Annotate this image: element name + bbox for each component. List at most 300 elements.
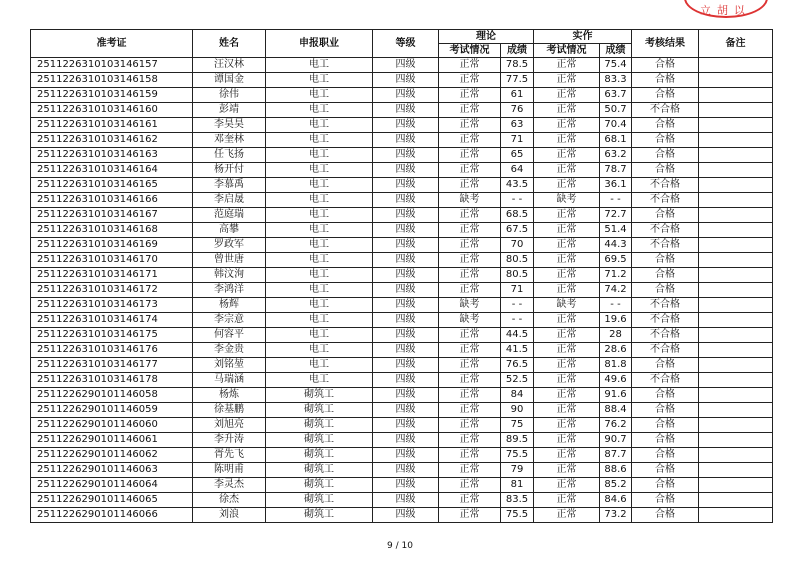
table-row xyxy=(31,148,773,163)
cell-theory-score: 41.5 xyxy=(501,343,534,358)
table-row xyxy=(31,283,773,298)
cell-occupation: 电工 xyxy=(266,328,373,343)
cell-remark xyxy=(699,313,773,328)
cell-practice-score: 51.4 xyxy=(600,223,632,238)
cell-remark xyxy=(699,388,773,403)
cell-level: 四级 xyxy=(373,133,439,148)
cell-theory-status: 缺考 xyxy=(439,298,501,313)
cell-practice-status: 正常 xyxy=(534,163,600,178)
cell-name: 李金贵 xyxy=(193,343,266,358)
cell-practice-score: 73.2 xyxy=(600,508,632,523)
cell-theory-score: - - xyxy=(501,298,534,313)
cell-theory-score: 84 xyxy=(501,388,534,403)
cell-practice-status: 正常 xyxy=(534,388,600,403)
cell-practice-status: 正常 xyxy=(534,373,600,388)
cell-theory-status: 正常 xyxy=(439,463,501,478)
cell-occupation: 电工 xyxy=(266,88,373,103)
cell-practice-score: 70.4 xyxy=(600,118,632,133)
cell-theory-status: 正常 xyxy=(439,343,501,358)
cell-theory-status: 正常 xyxy=(439,253,501,268)
cell-occupation: 电工 xyxy=(266,268,373,283)
table-row xyxy=(31,253,773,268)
table-row xyxy=(31,403,773,418)
cell-ticket: 2511226310103146162 xyxy=(31,133,193,148)
cell-theory-score: 83.5 xyxy=(501,493,534,508)
cell-name: 徐杰 xyxy=(193,493,266,508)
cell-practice-score: 36.1 xyxy=(600,178,632,193)
cell-practice-status: 正常 xyxy=(534,238,600,253)
cell-remark xyxy=(699,328,773,343)
table-row xyxy=(31,433,773,448)
cell-practice-score: 68.1 xyxy=(600,133,632,148)
cell-practice-status: 正常 xyxy=(534,448,600,463)
cell-occupation: 电工 xyxy=(266,163,373,178)
cell-practice-score: 28.6 xyxy=(600,343,632,358)
cell-theory-status: 正常 xyxy=(439,163,501,178)
cell-ticket: 2511226310103146159 xyxy=(31,88,193,103)
cell-practice-score: 49.6 xyxy=(600,373,632,388)
cell-ticket: 2511226310103146165 xyxy=(31,178,193,193)
cell-remark xyxy=(699,148,773,163)
cell-result: 合格 xyxy=(632,163,699,178)
cell-theory-score: 90 xyxy=(501,403,534,418)
cell-result: 合格 xyxy=(632,418,699,433)
cell-theory-score: 77.5 xyxy=(501,73,534,88)
cell-occupation: 电工 xyxy=(266,343,373,358)
cell-name: 曾世唐 xyxy=(193,253,266,268)
cell-remark xyxy=(699,193,773,208)
header-theory-status: 考试情况 xyxy=(439,44,501,58)
header-ticket: 准考证 xyxy=(31,30,193,58)
cell-theory-status: 正常 xyxy=(439,238,501,253)
cell-occupation: 砌筑工 xyxy=(266,478,373,493)
table-row xyxy=(31,298,773,313)
header-theory-score: 成绩 xyxy=(501,44,534,58)
cell-occupation: 砌筑工 xyxy=(266,418,373,433)
cell-theory-status: 正常 xyxy=(439,433,501,448)
cell-level: 四级 xyxy=(373,103,439,118)
cell-occupation: 电工 xyxy=(266,283,373,298)
cell-name: 杨炼 xyxy=(193,388,266,403)
cell-theory-status: 正常 xyxy=(439,373,501,388)
cell-theory-status: 正常 xyxy=(439,448,501,463)
table-row xyxy=(31,178,773,193)
cell-level: 四级 xyxy=(373,148,439,163)
cell-theory-score: 76.5 xyxy=(501,358,534,373)
cell-name: 李慕禹 xyxy=(193,178,266,193)
cell-name: 谭国金 xyxy=(193,73,266,88)
cell-theory-score: 75.5 xyxy=(501,508,534,523)
cell-theory-score: 63 xyxy=(501,118,534,133)
cell-result: 合格 xyxy=(632,58,699,73)
cell-name: 刘浪 xyxy=(193,508,266,523)
cell-ticket: 2511226310103146164 xyxy=(31,163,193,178)
cell-practice-score: 75.4 xyxy=(600,58,632,73)
cell-theory-status: 正常 xyxy=(439,58,501,73)
cell-theory-status: 正常 xyxy=(439,493,501,508)
cell-theory-score: - - xyxy=(501,313,534,328)
cell-remark xyxy=(699,268,773,283)
cell-practice-score: 63.7 xyxy=(600,88,632,103)
cell-level: 四级 xyxy=(373,373,439,388)
table-row xyxy=(31,58,773,73)
cell-practice-score: 69.5 xyxy=(600,253,632,268)
cell-practice-status: 正常 xyxy=(534,73,600,88)
cell-result: 合格 xyxy=(632,268,699,283)
cell-remark xyxy=(699,463,773,478)
cell-occupation: 砌筑工 xyxy=(266,448,373,463)
table-row xyxy=(31,118,773,133)
cell-theory-status: 正常 xyxy=(439,268,501,283)
cell-result: 合格 xyxy=(632,118,699,133)
cell-theory-score: 76 xyxy=(501,103,534,118)
cell-level: 四级 xyxy=(373,388,439,403)
table-row xyxy=(31,163,773,178)
cell-practice-status: 正常 xyxy=(534,253,600,268)
cell-occupation: 电工 xyxy=(266,223,373,238)
header-remark: 备注 xyxy=(699,30,773,58)
cell-name: 邓奎林 xyxy=(193,133,266,148)
cell-result: 合格 xyxy=(632,433,699,448)
cell-remark xyxy=(699,298,773,313)
table-row xyxy=(31,418,773,433)
cell-name: 任飞扬 xyxy=(193,148,266,163)
cell-practice-status: 正常 xyxy=(534,223,600,238)
table-row xyxy=(31,193,773,208)
red-seal-text: 立胡以 xyxy=(700,4,751,17)
cell-practice-score: - - xyxy=(600,193,632,208)
cell-name: 高攀 xyxy=(193,223,266,238)
cell-theory-score: 65 xyxy=(501,148,534,163)
cell-result: 不合格 xyxy=(632,178,699,193)
table-row xyxy=(31,493,773,508)
cell-remark xyxy=(699,118,773,133)
header-name: 姓名 xyxy=(193,30,266,58)
cell-occupation: 电工 xyxy=(266,118,373,133)
cell-practice-status: 正常 xyxy=(534,118,600,133)
cell-ticket: 2511226310103146174 xyxy=(31,313,193,328)
cell-remark xyxy=(699,208,773,223)
cell-theory-score: - - xyxy=(501,193,534,208)
cell-occupation: 砌筑工 xyxy=(266,388,373,403)
cell-practice-status: 正常 xyxy=(534,433,600,448)
cell-occupation: 电工 xyxy=(266,373,373,388)
cell-practice-score: 78.7 xyxy=(600,163,632,178)
cell-name: 马瑞涵 xyxy=(193,373,266,388)
cell-ticket: 2511226310103146171 xyxy=(31,268,193,283)
cell-ticket: 2511226290101146058 xyxy=(31,388,193,403)
cell-ticket: 2511226310103146178 xyxy=(31,373,193,388)
cell-practice-status: 正常 xyxy=(534,208,600,223)
cell-level: 四级 xyxy=(373,463,439,478)
cell-remark xyxy=(699,373,773,388)
cell-remark xyxy=(699,103,773,118)
cell-practice-status: 缺考 xyxy=(534,298,600,313)
cell-remark xyxy=(699,448,773,463)
cell-theory-score: 43.5 xyxy=(501,178,534,193)
cell-practice-score: 71.2 xyxy=(600,268,632,283)
cell-practice-score: 63.2 xyxy=(600,148,632,163)
cell-practice-score: 83.3 xyxy=(600,73,632,88)
cell-result: 不合格 xyxy=(632,223,699,238)
cell-practice-score: 81.8 xyxy=(600,358,632,373)
cell-level: 四级 xyxy=(373,313,439,328)
cell-practice-score: 90.7 xyxy=(600,433,632,448)
cell-remark xyxy=(699,508,773,523)
cell-level: 四级 xyxy=(373,253,439,268)
cell-remark xyxy=(699,163,773,178)
cell-remark xyxy=(699,418,773,433)
table-row xyxy=(31,358,773,373)
cell-result: 合格 xyxy=(632,88,699,103)
header-theory: 理论 xyxy=(439,30,534,44)
cell-result: 合格 xyxy=(632,253,699,268)
cell-result: 合格 xyxy=(632,478,699,493)
table-row xyxy=(31,73,773,88)
cell-theory-status: 正常 xyxy=(439,223,501,238)
cell-practice-status: 正常 xyxy=(534,343,600,358)
cell-result: 合格 xyxy=(632,283,699,298)
cell-remark xyxy=(699,283,773,298)
cell-ticket: 2511226290101146064 xyxy=(31,478,193,493)
cell-level: 四级 xyxy=(373,403,439,418)
cell-practice-score: 85.2 xyxy=(600,478,632,493)
table-row xyxy=(31,268,773,283)
cell-occupation: 电工 xyxy=(266,73,373,88)
cell-name: 李鸿洋 xyxy=(193,283,266,298)
cell-name: 汪汉林 xyxy=(193,58,266,73)
cell-level: 四级 xyxy=(373,448,439,463)
cell-result: 合格 xyxy=(632,388,699,403)
cell-result: 合格 xyxy=(632,463,699,478)
cell-remark xyxy=(699,73,773,88)
cell-theory-status: 正常 xyxy=(439,178,501,193)
cell-practice-score: 91.6 xyxy=(600,388,632,403)
cell-level: 四级 xyxy=(373,358,439,373)
cell-remark xyxy=(699,253,773,268)
cell-level: 四级 xyxy=(373,493,439,508)
cell-result: 不合格 xyxy=(632,103,699,118)
cell-occupation: 电工 xyxy=(266,298,373,313)
table-row xyxy=(31,88,773,103)
cell-occupation: 砌筑工 xyxy=(266,493,373,508)
cell-occupation: 电工 xyxy=(266,148,373,163)
cell-result: 不合格 xyxy=(632,238,699,253)
cell-practice-status: 正常 xyxy=(534,313,600,328)
cell-remark xyxy=(699,433,773,448)
cell-remark xyxy=(699,238,773,253)
cell-result: 不合格 xyxy=(632,373,699,388)
header-practice-score: 成绩 xyxy=(600,44,632,58)
cell-remark xyxy=(699,343,773,358)
cell-theory-score: 68.5 xyxy=(501,208,534,223)
cell-result: 合格 xyxy=(632,358,699,373)
cell-practice-score: 28 xyxy=(600,328,632,343)
table-row xyxy=(31,343,773,358)
cell-theory-status: 正常 xyxy=(439,358,501,373)
cell-theory-status: 正常 xyxy=(439,478,501,493)
cell-remark xyxy=(699,478,773,493)
cell-remark xyxy=(699,178,773,193)
table-body xyxy=(31,58,773,523)
cell-practice-status: 正常 xyxy=(534,358,600,373)
table-row xyxy=(31,478,773,493)
cell-result: 不合格 xyxy=(632,328,699,343)
cell-occupation: 电工 xyxy=(266,313,373,328)
cell-remark xyxy=(699,133,773,148)
cell-result: 不合格 xyxy=(632,313,699,328)
cell-practice-status: 正常 xyxy=(534,178,600,193)
cell-name: 李宗意 xyxy=(193,313,266,328)
cell-occupation: 电工 xyxy=(266,253,373,268)
cell-level: 四级 xyxy=(373,328,439,343)
cell-result: 合格 xyxy=(632,208,699,223)
cell-theory-score: 80.5 xyxy=(501,253,534,268)
cell-ticket: 2511226290101146066 xyxy=(31,508,193,523)
table-row xyxy=(31,133,773,148)
cell-theory-score: 52.5 xyxy=(501,373,534,388)
cell-name: 陈明甫 xyxy=(193,463,266,478)
cell-theory-status: 正常 xyxy=(439,283,501,298)
cell-practice-status: 正常 xyxy=(534,268,600,283)
cell-ticket: 2511226310103146169 xyxy=(31,238,193,253)
cell-level: 四级 xyxy=(373,343,439,358)
table-row xyxy=(31,388,773,403)
cell-theory-status: 正常 xyxy=(439,118,501,133)
cell-name: 刘旭亮 xyxy=(193,418,266,433)
cell-name: 李昊昊 xyxy=(193,118,266,133)
cell-level: 四级 xyxy=(373,118,439,133)
table-row xyxy=(31,223,773,238)
header-practice: 实作 xyxy=(534,30,632,44)
cell-occupation: 电工 xyxy=(266,133,373,148)
cell-practice-score: - - xyxy=(600,298,632,313)
cell-theory-status: 正常 xyxy=(439,508,501,523)
cell-name: 徐伟 xyxy=(193,88,266,103)
cell-theory-status: 缺考 xyxy=(439,193,501,208)
cell-theory-score: 80.5 xyxy=(501,268,534,283)
cell-practice-status: 正常 xyxy=(534,328,600,343)
table-row xyxy=(31,508,773,523)
cell-result: 不合格 xyxy=(632,343,699,358)
cell-practice-status: 正常 xyxy=(534,403,600,418)
cell-theory-status: 正常 xyxy=(439,133,501,148)
cell-result: 合格 xyxy=(632,448,699,463)
cell-ticket: 2511226290101146061 xyxy=(31,433,193,448)
cell-ticket: 2511226290101146059 xyxy=(31,403,193,418)
cell-remark xyxy=(699,223,773,238)
cell-theory-score: 89.5 xyxy=(501,433,534,448)
cell-level: 四级 xyxy=(373,223,439,238)
cell-theory-status: 缺考 xyxy=(439,313,501,328)
cell-ticket: 2511226310103146160 xyxy=(31,103,193,118)
page-number: 9 / 10 xyxy=(387,541,413,551)
cell-level: 四级 xyxy=(373,433,439,448)
cell-level: 四级 xyxy=(373,283,439,298)
cell-remark xyxy=(699,88,773,103)
cell-ticket: 2511226310103146158 xyxy=(31,73,193,88)
header-occupation: 申报职业 xyxy=(266,30,373,58)
cell-practice-score: 88.6 xyxy=(600,463,632,478)
cell-practice-score: 74.2 xyxy=(600,283,632,298)
cell-practice-status: 正常 xyxy=(534,508,600,523)
cell-ticket: 2511226310103146163 xyxy=(31,148,193,163)
cell-theory-score: 78.5 xyxy=(501,58,534,73)
cell-theory-status: 正常 xyxy=(439,208,501,223)
cell-name: 何容平 xyxy=(193,328,266,343)
cell-theory-score: 71 xyxy=(501,133,534,148)
cell-name: 范庭瑞 xyxy=(193,208,266,223)
cell-theory-status: 正常 xyxy=(439,418,501,433)
cell-occupation: 砌筑工 xyxy=(266,508,373,523)
cell-level: 四级 xyxy=(373,178,439,193)
cell-level: 四级 xyxy=(373,208,439,223)
cell-practice-score: 88.4 xyxy=(600,403,632,418)
cell-theory-status: 正常 xyxy=(439,403,501,418)
cell-theory-score: 67.5 xyxy=(501,223,534,238)
cell-practice-status: 正常 xyxy=(534,103,600,118)
cell-ticket: 2511226310103146176 xyxy=(31,343,193,358)
cell-ticket: 2511226310103146161 xyxy=(31,118,193,133)
cell-theory-status: 正常 xyxy=(439,73,501,88)
cell-theory-score: 81 xyxy=(501,478,534,493)
cell-level: 四级 xyxy=(373,193,439,208)
header-level: 等级 xyxy=(373,30,439,58)
cell-practice-status: 正常 xyxy=(534,58,600,73)
cell-practice-score: 87.7 xyxy=(600,448,632,463)
cell-name: 杨开付 xyxy=(193,163,266,178)
cell-name: 罗政军 xyxy=(193,238,266,253)
cell-theory-score: 61 xyxy=(501,88,534,103)
cell-occupation: 砌筑工 xyxy=(266,433,373,448)
cell-name: 刘铭堃 xyxy=(193,358,266,373)
cell-name: 徐基鹏 xyxy=(193,403,266,418)
cell-name: 杨辉 xyxy=(193,298,266,313)
cell-theory-status: 正常 xyxy=(439,328,501,343)
cell-ticket: 2511226310103146168 xyxy=(31,223,193,238)
cell-level: 四级 xyxy=(373,508,439,523)
cell-practice-score: 76.2 xyxy=(600,418,632,433)
cell-theory-status: 正常 xyxy=(439,148,501,163)
cell-theory-score: 44.5 xyxy=(501,328,534,343)
cell-theory-status: 正常 xyxy=(439,388,501,403)
cell-practice-score: 50.7 xyxy=(600,103,632,118)
table-row xyxy=(31,448,773,463)
cell-level: 四级 xyxy=(373,238,439,253)
cell-name: 胥先飞 xyxy=(193,448,266,463)
cell-result: 合格 xyxy=(632,403,699,418)
table-row xyxy=(31,313,773,328)
cell-result: 合格 xyxy=(632,508,699,523)
cell-result: 合格 xyxy=(632,148,699,163)
cell-ticket: 2511226310103146173 xyxy=(31,298,193,313)
cell-ticket: 2511226310103146177 xyxy=(31,358,193,373)
cell-ticket: 2511226290101146065 xyxy=(31,493,193,508)
cell-remark xyxy=(699,403,773,418)
cell-ticket: 2511226310103146166 xyxy=(31,193,193,208)
cell-practice-status: 正常 xyxy=(534,88,600,103)
cell-practice-score: 19.6 xyxy=(600,313,632,328)
cell-level: 四级 xyxy=(373,163,439,178)
cell-name: 李启晟 xyxy=(193,193,266,208)
cell-ticket: 2511226310103146175 xyxy=(31,328,193,343)
cell-occupation: 电工 xyxy=(266,193,373,208)
cell-practice-status: 正常 xyxy=(534,463,600,478)
cell-ticket: 2511226290101146060 xyxy=(31,418,193,433)
cell-remark xyxy=(699,493,773,508)
cell-result: 合格 xyxy=(632,73,699,88)
cell-occupation: 电工 xyxy=(266,58,373,73)
